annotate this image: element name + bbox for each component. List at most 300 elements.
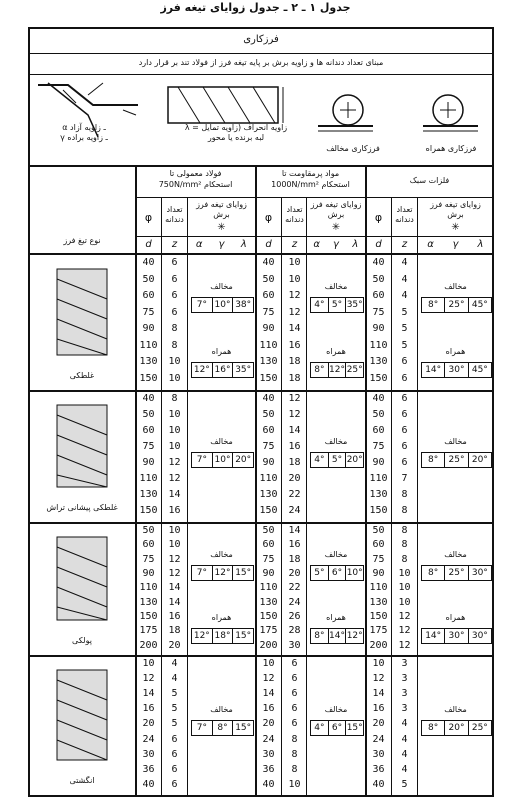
angle-value: 8°	[422, 721, 445, 735]
cutter-star-icon: ✳	[451, 222, 460, 233]
table-cell: 30	[288, 639, 301, 651]
table-cell: 16	[142, 703, 155, 715]
gamma-header: γ	[452, 239, 459, 250]
table-cell: 3	[401, 703, 408, 715]
angle-value: 14°	[422, 363, 445, 377]
table-cell: 50	[372, 525, 385, 536]
alpha-header: α	[313, 239, 320, 250]
table-cell: 16	[288, 441, 301, 452]
angle-value: 5°	[329, 298, 347, 312]
table-cell: 16	[262, 703, 275, 715]
table-cell: 10	[168, 525, 181, 536]
angle-value: 8°	[422, 566, 445, 580]
angle-values-box	[310, 565, 364, 581]
angle-values-box	[310, 628, 364, 644]
table-cell: 20	[168, 639, 181, 651]
table-cell: 110	[139, 473, 158, 484]
cutting-mode-label: همراه	[211, 613, 232, 623]
angle-value: 8°	[311, 363, 329, 377]
table-cell: 5	[401, 339, 408, 351]
cutting-mode-label: مخالف	[444, 549, 467, 559]
table-cell: 12	[288, 393, 301, 404]
cutting-mode-label: مخالف	[444, 437, 467, 447]
table-cell: 50	[142, 525, 155, 536]
table-cell: 12	[142, 673, 155, 685]
table-cell: 16	[168, 505, 181, 516]
table-cell: 22	[288, 489, 301, 500]
table-cell: 50	[262, 273, 275, 285]
table-cell: 10	[288, 257, 301, 268]
table-cell: 10	[398, 582, 411, 594]
table-cell: 8	[401, 505, 408, 516]
table-cell: 150	[139, 611, 158, 622]
table-cell: 6	[171, 748, 178, 760]
table-cell: 150	[259, 611, 278, 622]
angle-value: 15°	[235, 567, 252, 578]
table-cell: 75	[142, 553, 155, 565]
angle-value: 38°	[235, 300, 252, 311]
table-cell: 40	[372, 393, 385, 404]
table-cell: 10	[142, 658, 155, 669]
group2-header: مواد پرمقاومت تا 1000N/mm² استحکام	[271, 169, 350, 189]
angle-values-box	[191, 628, 254, 644]
angle-values-box	[191, 720, 254, 736]
angle-values-box	[191, 362, 254, 378]
alpha-header: α	[427, 239, 434, 250]
table-cell: 10	[288, 273, 301, 285]
table-cell: 7	[401, 473, 408, 484]
angles-header: زوایای تیغه فرز برش	[196, 200, 247, 219]
angle-value: 5°	[311, 566, 329, 580]
table-cell: 50	[372, 273, 385, 285]
page-title: جدول ۱ ـ ۲ ـ جدول زوایای تیغه فرز	[160, 1, 351, 14]
diagram-label-alpha-gamma: α ـ زاویه آزاد γ ـ زاویه براده	[60, 123, 108, 142]
cutting-mode-label: همراه	[326, 613, 346, 623]
angle-value: 14°	[329, 631, 345, 642]
table-cell: 14	[168, 596, 181, 608]
table-cell: 28	[288, 625, 301, 637]
table-cell: 12	[372, 673, 385, 685]
d-header: d	[145, 239, 152, 250]
angle-value: 18°	[213, 629, 234, 643]
table-cell: 200	[369, 639, 388, 651]
table-cell: 14	[168, 582, 181, 594]
table-cell: 10	[168, 441, 181, 452]
table-cell: 150	[139, 505, 158, 516]
table-cell: 6	[171, 306, 178, 318]
table-cell: 10	[398, 596, 411, 608]
angle-value: 12°	[329, 365, 345, 376]
table-cell: 4	[171, 658, 178, 669]
table-cell: 36	[372, 763, 385, 775]
table-cell: 6	[291, 688, 298, 700]
angle-value: 12°	[192, 363, 213, 377]
table-cell: 3	[401, 673, 408, 685]
angle-value: 35°	[346, 300, 363, 311]
angle-value: 7°	[192, 721, 213, 735]
cutter-illustration	[42, 532, 122, 630]
table-cell: 14	[142, 688, 155, 700]
table-cell: 24	[142, 733, 155, 745]
table-cell: 110	[369, 339, 388, 351]
cutter-type-header: نوع تیغ فرز	[63, 236, 101, 245]
cutting-mode-label: همراه	[326, 347, 346, 357]
table-cell: 10	[168, 539, 181, 551]
cutter-type-label: پولکی	[72, 636, 92, 645]
group3-header: فلزات سبک	[409, 176, 450, 185]
cutter-illustration	[42, 665, 122, 770]
table-cell: 200	[139, 639, 158, 651]
angle-values-box	[421, 452, 492, 468]
basis-text: مبنای تعداد دندانه ها و زاویه برش بر پایه تیغه فرز از فولاد تند بر قرار دارد	[138, 58, 384, 67]
angle-value: 45°	[471, 365, 488, 376]
cutting-mode-label: مخالف	[324, 705, 348, 714]
lambda-header: λ	[477, 239, 484, 250]
table-cell: 16	[168, 611, 181, 622]
angle-value: 20°	[346, 455, 363, 466]
table-cell: 6	[171, 273, 178, 285]
table-cell: 75	[262, 306, 275, 318]
table-cell: 4	[401, 748, 408, 760]
table-cell: 10	[288, 778, 301, 790]
angle-values-box	[421, 628, 492, 644]
table-cell: 20	[288, 568, 301, 579]
table-cell: 40	[142, 257, 155, 268]
angle-value: 7°	[192, 298, 213, 312]
cutting-mode-label: مخالف	[324, 437, 348, 447]
angle-value: 25°	[445, 566, 468, 580]
table-cell: 175	[369, 625, 388, 637]
table-cell: 60	[142, 290, 155, 301]
table-cell: 16	[288, 539, 301, 551]
table-cell: 30	[142, 748, 155, 760]
table-cell: 12	[288, 290, 301, 301]
angle-value: 5°	[329, 453, 347, 467]
table-cell: 22	[288, 582, 301, 594]
table-cell: 4	[401, 763, 408, 775]
table-cell: 30	[262, 748, 275, 760]
angle-value: 7°	[192, 453, 213, 467]
table-cell: 12	[168, 457, 181, 468]
phi-header: φ	[374, 211, 383, 224]
table-cell: 50	[262, 525, 275, 536]
table-cell: 6	[401, 457, 408, 468]
z-header: z	[171, 239, 178, 250]
angle-value: 20°	[471, 455, 488, 466]
teeth-header: تعداد دندانه	[285, 205, 304, 224]
table-cell: 18	[288, 372, 301, 384]
table-cell: 12	[262, 673, 275, 685]
table-cell: 18	[288, 553, 301, 565]
angle-value: 25°	[346, 365, 363, 376]
angle-value: 14°	[422, 629, 445, 643]
table-cell: 14	[168, 489, 181, 500]
lambda-header: λ	[352, 239, 359, 250]
angle-values-box	[421, 297, 492, 313]
table-cell: 14	[288, 525, 301, 536]
group1-header: فولاد معمولی تا 750N/mm² استحکام	[158, 169, 233, 189]
cutting-mode-label: مخالف	[210, 549, 233, 559]
angle-value: 20°	[445, 721, 468, 735]
table-cell: 14	[262, 688, 275, 700]
table-cell: 14	[372, 688, 385, 700]
table-cell: 18	[288, 457, 301, 468]
table-cell: 5	[401, 306, 408, 318]
table-cell: 5	[171, 703, 178, 715]
angle-value: 30°	[445, 629, 468, 643]
cutter-type-label: انگشتی	[69, 776, 95, 785]
table-cell: 16	[288, 339, 301, 351]
angle-value: 25°	[471, 723, 488, 733]
table-cell: 110	[259, 582, 278, 594]
diagram-label-down-milling: فرزکاری همراه	[425, 144, 477, 153]
table-cell: 110	[139, 582, 158, 594]
angle-values-box	[421, 362, 492, 378]
d-header: d	[375, 239, 382, 250]
table-cell: 150	[369, 505, 388, 516]
table-cell: 6	[171, 257, 178, 268]
table-cell: 40	[262, 393, 275, 404]
table-cell: 40	[372, 257, 385, 268]
table-cell: 90	[142, 457, 155, 468]
table-cell: 4	[401, 733, 408, 745]
z-header: z	[401, 239, 408, 250]
table-cell: 60	[372, 425, 385, 436]
cutting-mode-label: مخالف	[324, 282, 348, 292]
angle-value: 35°	[235, 365, 252, 376]
table-cell: 90	[372, 568, 385, 579]
table-cell: 36	[262, 763, 275, 775]
table-cell: 150	[259, 372, 278, 384]
teeth-header: تعداد دندانه	[395, 205, 414, 224]
cutter-star-icon: ✳	[331, 222, 341, 233]
angle-value: 25°	[445, 453, 468, 467]
table-cell: 60	[262, 290, 275, 301]
table-cell: 110	[369, 473, 388, 484]
table-cell: 4	[401, 257, 408, 268]
table-cell: 24	[262, 733, 275, 745]
table-cell: 12	[288, 306, 301, 318]
table-cell: 20	[288, 473, 301, 484]
angle-value: 30°	[471, 567, 488, 578]
table-cell: 130	[369, 489, 388, 500]
table-cell: 130	[369, 356, 388, 367]
table-cell: 6	[291, 658, 298, 669]
table-cell: 90	[262, 323, 275, 334]
table-cell: 60	[262, 425, 275, 436]
table-cell: 24	[288, 596, 301, 608]
cutting-mode-label: همراه	[211, 347, 232, 357]
cutting-mode-label: مخالف	[210, 437, 233, 447]
table-cell: 3	[401, 688, 408, 700]
table-cell: 50	[262, 409, 275, 420]
table-cell: 5	[401, 778, 408, 790]
table-cell: 50	[142, 273, 155, 285]
angle-value: 15°	[346, 723, 363, 733]
table-cell: 75	[142, 441, 155, 452]
table-cell: 90	[262, 457, 275, 468]
table-cell: 175	[139, 625, 158, 637]
cutter-type-label: غلطکی	[69, 371, 95, 380]
table-cell: 60	[142, 425, 155, 436]
angle-value: 15°	[235, 631, 252, 642]
table-cell: 110	[259, 339, 278, 351]
gamma-header: γ	[333, 239, 339, 250]
table-cell: 24	[288, 505, 301, 516]
table-cell: 40	[262, 257, 275, 268]
angles-header: زوایای تیغه فرز برش	[430, 200, 481, 219]
table-cell: 130	[139, 489, 158, 500]
table-cell: 8	[401, 539, 408, 551]
table-cell: 10	[398, 568, 411, 579]
angle-value: 16°	[213, 363, 234, 377]
table-cell: 14	[288, 323, 301, 334]
cutter-type-label: غلطکی پیشانی تراش	[46, 503, 118, 512]
table-cell: 60	[142, 539, 155, 551]
cutting-mode-label: مخالف	[444, 282, 467, 292]
table-cell: 6	[291, 718, 298, 730]
table-cell: 90	[142, 568, 155, 579]
table-cell: 8	[401, 553, 408, 565]
angle-values-box	[421, 720, 492, 736]
table-cell: 16	[372, 703, 385, 715]
table-cell: 24	[372, 733, 385, 745]
angle-value: 45°	[471, 300, 488, 311]
table-cell: 6	[171, 778, 178, 790]
table-cell: 60	[372, 290, 385, 301]
cutting-mode-label: مخالف	[444, 705, 467, 714]
table-cell: 8	[291, 733, 298, 745]
table-cell: 130	[259, 356, 278, 367]
angle-value: 8°	[422, 298, 445, 312]
table-cell: 6	[401, 441, 408, 452]
table-cell: 75	[372, 553, 385, 565]
table-cell: 4	[401, 718, 408, 730]
cutting-mode-label: مخالف	[210, 705, 233, 714]
gamma-header: γ	[218, 239, 225, 250]
phi-header: φ	[144, 211, 153, 224]
angle-value: 10°	[213, 453, 234, 467]
table-cell: 130	[259, 489, 278, 500]
table-cell: 40	[142, 393, 155, 404]
cutter-illustration	[42, 400, 122, 497]
table-cell: 12	[168, 553, 181, 565]
table-cell: 20	[262, 718, 275, 730]
cutter-illustration	[42, 264, 122, 365]
angle-value: 12°	[192, 629, 213, 643]
table-cell: 110	[369, 582, 388, 594]
angle-value: 8°	[311, 629, 329, 643]
section-header: فرزکاری	[243, 34, 279, 45]
cutting-mode-label: همراه	[445, 613, 466, 623]
angle-values-box	[191, 297, 254, 313]
teeth-header: تعداد دندانه	[165, 205, 184, 224]
table-cell: 8	[291, 748, 298, 760]
table-cell: 18	[168, 625, 181, 637]
table-cell: 130	[139, 356, 158, 367]
table-cell: 6	[401, 409, 408, 420]
table-cell: 4	[401, 290, 408, 301]
cutting-mode-label: مخالف	[210, 282, 233, 292]
table-cell: 12	[398, 625, 411, 637]
angle-values-box	[310, 297, 364, 313]
angle-value: 4°	[311, 453, 329, 467]
table-cell: 110	[259, 473, 278, 484]
cutting-mode-label: مخالف	[324, 549, 348, 559]
diagram-label-up-milling: فرزکاری مخالف	[326, 144, 380, 153]
angle-value: 10°	[213, 298, 234, 312]
table-cell: 14	[288, 425, 301, 436]
table-cell: 150	[369, 372, 388, 384]
angle-values-box	[421, 565, 492, 581]
table-cell: 6	[171, 763, 178, 775]
angle-value: 25°	[445, 298, 468, 312]
angle-values-box	[191, 452, 254, 468]
table-cell: 6	[171, 290, 178, 301]
table-cell: 4	[401, 273, 408, 285]
table-cell: 150	[139, 372, 158, 384]
table-cell: 90	[142, 323, 155, 334]
angle-values-box	[310, 452, 364, 468]
table-cell: 8	[401, 489, 408, 500]
table-cell: 10	[372, 658, 385, 669]
angle-value: 15°	[235, 723, 252, 733]
table-cell: 6	[291, 673, 298, 685]
table-cell: 6	[291, 703, 298, 715]
diagram-label-lambda: λ = زاویه انحراف (زاویه تمایل لبه برنده یا محور	[184, 123, 288, 142]
table-cell: 6	[401, 372, 408, 384]
table-cell: 12	[398, 611, 411, 622]
z-header: z	[291, 239, 298, 250]
table-cell: 200	[259, 639, 278, 651]
table-cell: 8	[401, 525, 408, 536]
table-cell: 8	[291, 763, 298, 775]
angle-value: 8°	[422, 453, 445, 467]
table-cell: 6	[401, 393, 408, 404]
angle-values-box	[191, 565, 254, 581]
table-cell: 8	[171, 339, 178, 351]
d-header: d	[265, 239, 272, 250]
angles-header: زوایای تیغه فرز برش	[310, 200, 362, 219]
cutting-mode-label: همراه	[445, 347, 466, 357]
table-cell: 75	[262, 553, 275, 565]
table-cell: 10	[168, 425, 181, 436]
angle-values-box	[310, 720, 364, 736]
angle-value: 30°	[445, 363, 468, 377]
table-cell: 6	[401, 356, 408, 367]
table-cell: 50	[372, 409, 385, 420]
table-cell: 60	[262, 539, 275, 551]
table-cell: 40	[372, 778, 385, 790]
table-cell: 5	[171, 688, 178, 700]
angle-value: 12°	[213, 566, 234, 580]
table-cell: 90	[372, 323, 385, 334]
table-cell: 8	[171, 393, 178, 404]
table-cell: 6	[401, 425, 408, 436]
angle-value: 6°	[329, 566, 347, 580]
table-cell: 3	[401, 658, 408, 669]
table-cell: 6	[171, 733, 178, 745]
table-cell: 10	[168, 372, 181, 384]
phi-header: φ	[264, 211, 273, 224]
angle-values-box	[310, 362, 364, 378]
table-cell: 110	[139, 339, 158, 351]
table-cell: 130	[369, 596, 388, 608]
table-cell: 26	[288, 611, 301, 622]
table-cell: 18	[288, 356, 301, 367]
table-cell: 10	[168, 356, 181, 367]
angle-value: 20°	[235, 455, 252, 466]
